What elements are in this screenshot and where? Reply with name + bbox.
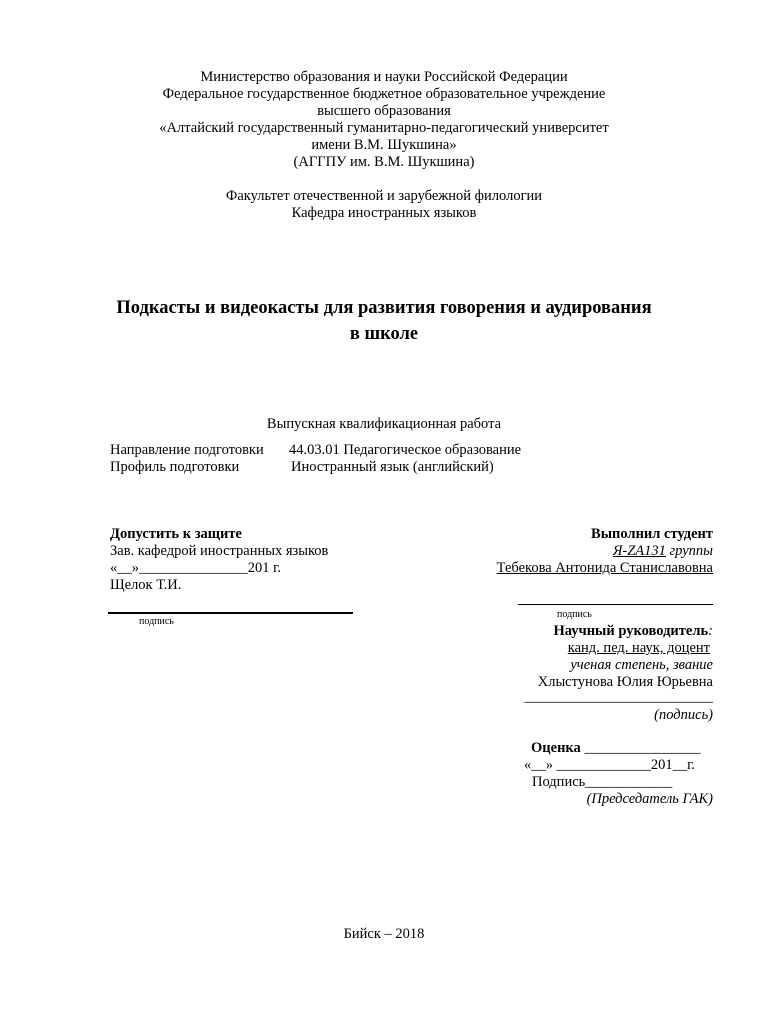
- degree-caption: ученая степень, звание: [570, 657, 713, 673]
- work-type: Выпускная квалификационная работа: [266, 416, 502, 432]
- admit-heading: Допустить к защите: [110, 526, 242, 542]
- grade-row: [531, 740, 700, 757]
- ministry-line: Министерство образования и науки Российской Федерации: [200, 69, 568, 85]
- head-of-department: Зав. кафедрой иностранных языков: [110, 543, 329, 559]
- left-signature-line: [108, 612, 353, 614]
- student-signature-caption: подпись: [557, 609, 592, 620]
- admit-date-line: «__»_______________201 г.: [110, 560, 282, 576]
- head-name: Щелок Т.И.: [110, 577, 182, 593]
- supervisor-signature-line: __________________________: [524, 689, 713, 705]
- named-after-line: имени В.М. Шукшина»: [311, 137, 457, 153]
- group-code: Я-ZA131: [612, 543, 666, 559]
- grade-date-line: «__» _____________201__г.: [524, 757, 696, 773]
- left-signature-caption: подпись: [139, 616, 174, 627]
- student-heading: Выполнил студент: [591, 526, 713, 542]
- student-group: [613, 543, 713, 560]
- grade-label: Оценка: [531, 740, 581, 756]
- profile-label: Профиль подготовки: [110, 459, 240, 475]
- city-year: Бийск – 2018: [343, 926, 425, 942]
- supervisor-label-row: [553, 623, 713, 640]
- abbreviation-line: (АГГПУ им. В.М. Шукшина): [293, 154, 475, 170]
- education-level-line: высшего образования: [317, 103, 451, 119]
- supervisor-signature-caption: (подпись): [654, 707, 713, 723]
- direction-label: Направление подготовки: [110, 442, 264, 458]
- supervisor-label: Научный руководитель: [553, 623, 709, 639]
- chair-signature-line: Подпись____________: [532, 774, 673, 790]
- student-name: Тебекова Антонида Станиславовна: [496, 560, 713, 576]
- department-line: Кафедра иностранных языков: [291, 205, 477, 221]
- supervisor-name: Хлыстунова Юлия Юрьевна: [537, 674, 713, 690]
- group-suffix: группы: [665, 543, 713, 559]
- direction-value: 44.03.01 Педагогическое образование: [289, 442, 522, 458]
- institution-type-line: Федеральное государственное бюджетное образовательное учреждение: [162, 86, 606, 102]
- thesis-title-line-2: в школе: [349, 324, 419, 344]
- university-line: «Алтайский государственный гуманитарно-педагогический университет: [159, 120, 609, 136]
- chair-caption: (Председатель ГАК): [586, 791, 713, 807]
- faculty-line: Факультет отечественной и зарубежной филологии: [225, 188, 543, 204]
- supervisor-degree: канд. пед. наук, доцент: [567, 640, 710, 656]
- profile-value: Иностранный язык (английский): [291, 459, 494, 475]
- student-signature-line: [518, 604, 713, 605]
- grade-line: ________________: [580, 740, 701, 756]
- thesis-title-line-1: Подкасты и видеокасты для развития говорения и аудирования: [116, 298, 652, 318]
- supervisor-colon: :: [708, 623, 713, 639]
